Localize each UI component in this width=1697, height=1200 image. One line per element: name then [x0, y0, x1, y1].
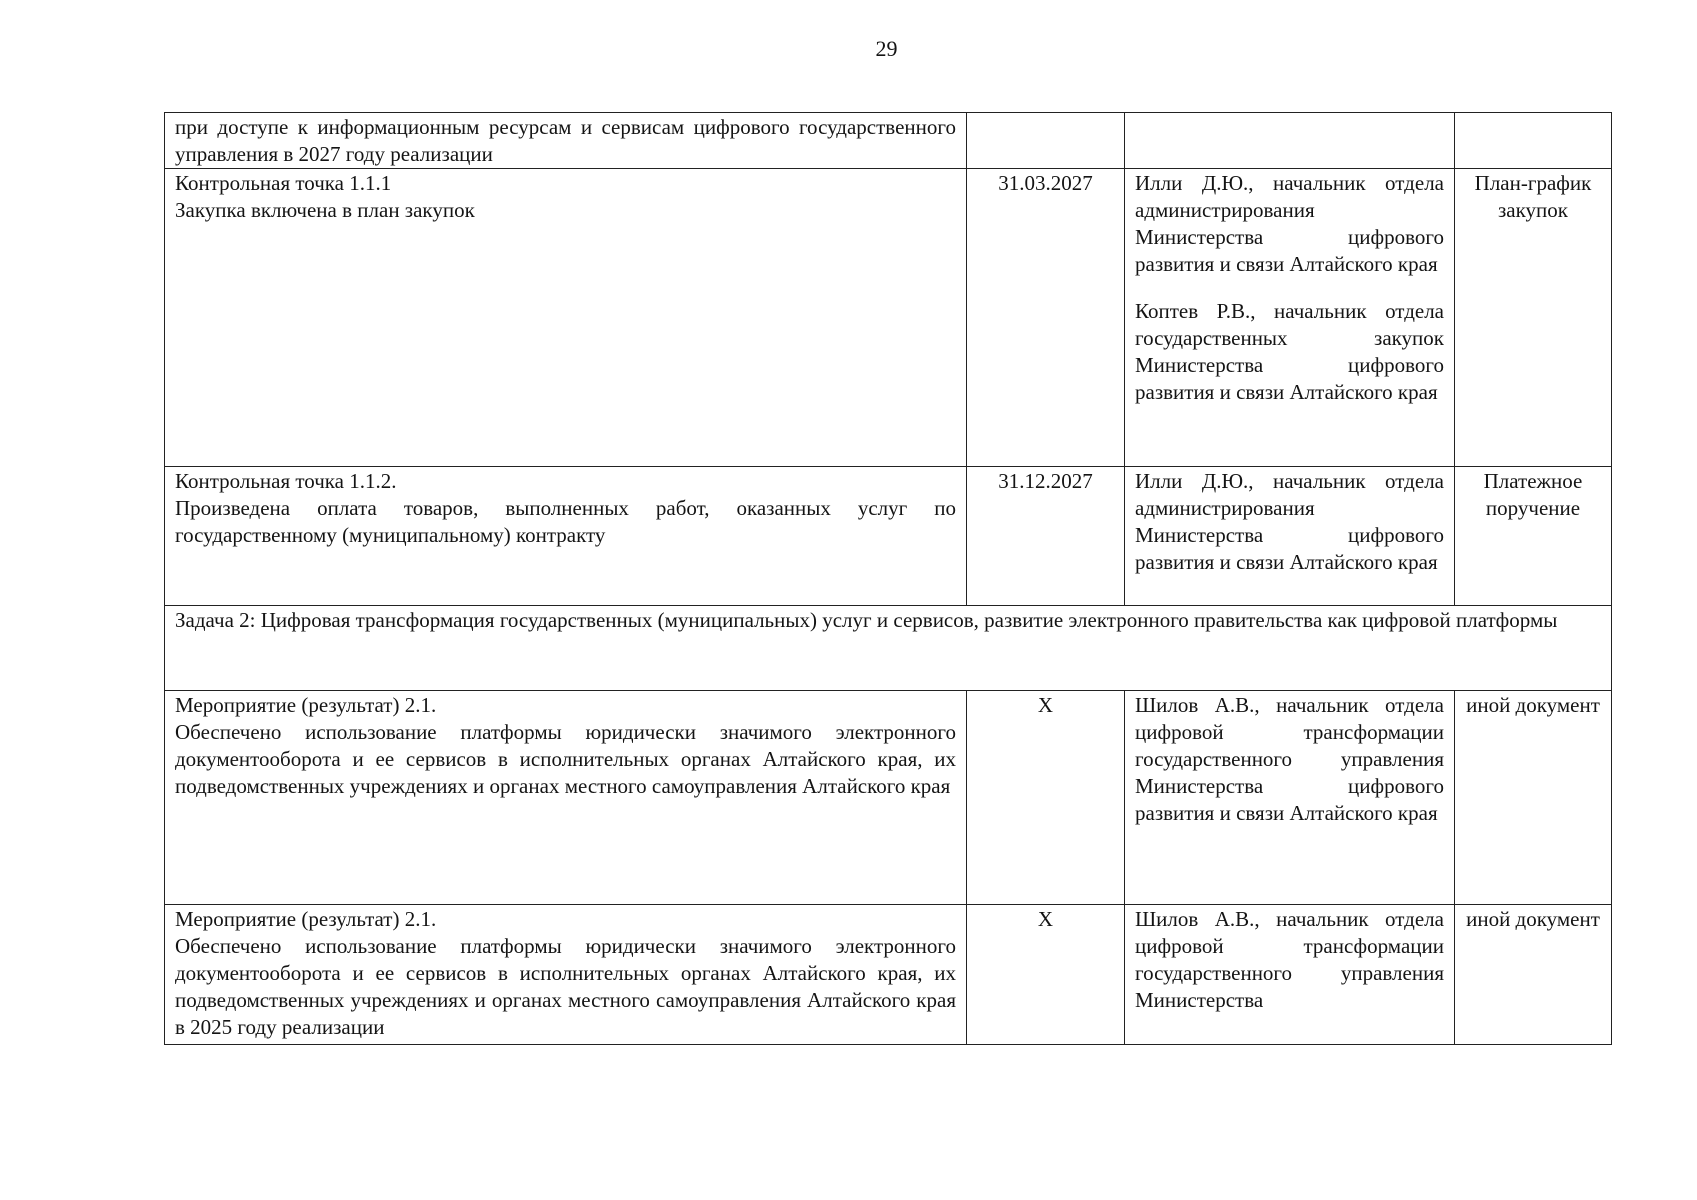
- date-cell: Х: [967, 905, 1125, 1045]
- document-cell: иной документ: [1455, 691, 1612, 905]
- responsible-cell: [1125, 467, 1455, 606]
- event-cell: [165, 905, 967, 1045]
- event-cell: [165, 691, 967, 905]
- control-point-title: Контрольная точка 1.1.2.: [175, 469, 397, 493]
- date-cell: 31.12.2027: [967, 467, 1125, 606]
- table-row: [165, 691, 1612, 905]
- responsible-cell: [1125, 169, 1455, 467]
- plan-table: [164, 112, 1612, 1045]
- responsible-person: Коптев Р.В., начальник отдела государственных закупок Министерства цифрового развития и связи Алтайского края: [1135, 299, 1444, 404]
- date-cell: 31.03.2027: [967, 169, 1125, 467]
- document-cell: Платежное поручение: [1455, 467, 1612, 606]
- date-cell: [967, 113, 1125, 169]
- responsible-person: Шилов А.В., начальник отдела цифровой трансформации государственного управления Министерства: [1135, 907, 1444, 1012]
- control-point-title: Контрольная точка 1.1.1: [175, 171, 392, 195]
- event-title: Мероприятие (результат) 2.1.: [175, 907, 437, 931]
- event-text: Обеспечено использование платформы юридически значимого электронного документооборота и ее сервисов в исполнительных органах Алтайского края, их подведомственных учреждениях и органах местного самоуправления Алтайского края в 2025 году реализации: [175, 934, 956, 1039]
- responsible-person: Илли Д.Ю., начальник отдела администрирования Министерства цифрового развития и связи Алтайского края: [1135, 469, 1444, 574]
- responsible-cell: [1125, 691, 1455, 905]
- responsible-cell: [1125, 113, 1455, 169]
- task-heading: Задача 2: Цифровая трансформация государственных (муниципальных) услуг и сервисов, развитие электронного правительства как цифровой платформы: [165, 606, 1612, 691]
- table-row: [165, 113, 1612, 169]
- responsible-person: Шилов А.В., начальник отдела цифровой трансформации государственного управления Министерства цифрового развития и связи Алтайского края: [1135, 693, 1444, 825]
- control-point-text: Закупка включена в план закупок: [175, 198, 475, 222]
- event-cell: [165, 169, 967, 467]
- document-cell: [1455, 113, 1612, 169]
- table-row: [165, 606, 1612, 691]
- table-row: [165, 467, 1612, 606]
- event-text: при доступе к информационным ресурсам и сервисам цифрового государственного управления в 2027 году реализации: [175, 115, 956, 166]
- event-text: Обеспечено использование платформы юридически значимого электронного документооборота и ее сервисов в исполнительных органах Алтайского края, их подведомственных учреждениях и органах местного самоуправления Алтайского края: [175, 720, 956, 798]
- control-point-text: Произведена оплата товаров, выполненных работ, оказанных услуг по государственному (муниципальному) контракту: [175, 496, 956, 547]
- table-row: [165, 905, 1612, 1045]
- date-cell: Х: [967, 691, 1125, 905]
- document-cell: План-график закупок: [1455, 169, 1612, 467]
- document-cell: иной документ: [1455, 905, 1612, 1045]
- page-number: 29: [875, 36, 898, 61]
- event-title: Мероприятие (результат) 2.1.: [175, 693, 437, 717]
- table-row: [165, 169, 1612, 467]
- event-cell: [165, 467, 967, 606]
- responsible-cell: [1125, 905, 1455, 1045]
- event-cell: [165, 113, 967, 169]
- responsible-person: Илли Д.Ю., начальник отдела администрирования Министерства цифрового развития и связи Алтайского края: [1135, 171, 1444, 276]
